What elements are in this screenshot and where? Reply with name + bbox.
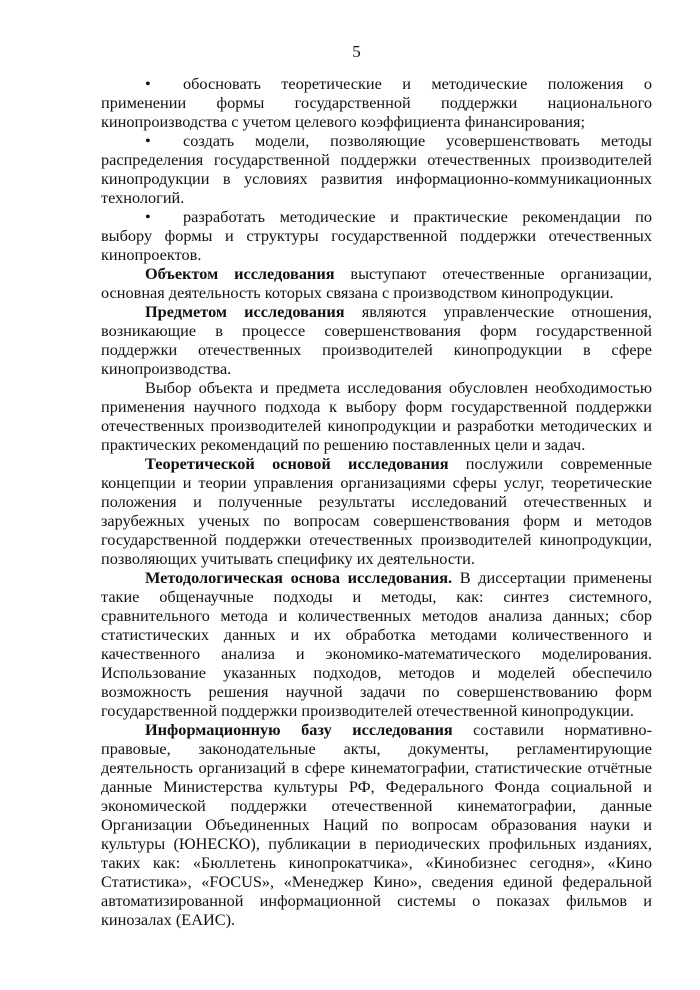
theory-paragraph — [101, 454, 652, 568]
subject-paragraph — [101, 302, 652, 378]
bullet-text: обосновать теоретические и методические положения о применении формы государственной поддержки национального кинопроизводства с учетом целевого коэффициента финансирования; — [101, 74, 652, 131]
bullet-text: создать модели, позволяющие усовершенствовать методы распределения государственной поддержки отечественных производителей кинопродукции в условиях развития информационно-коммуникационных технологий. — [101, 131, 652, 207]
bullet-mark: • — [145, 131, 151, 150]
bullet-mark: • — [145, 74, 151, 93]
methodology-paragraph — [101, 568, 652, 720]
theory-text: послужили современные концепции и теории управления организациями сферы услуг, теоретические положения и полученные результаты исследований отечественных и зарубежных ученых по вопросам совершенствования форм и методов государственной поддержки отечественных производителей кинопродукции, позволяющих учитывать специфику их деятельности. — [101, 454, 652, 568]
info-base-text: составили нормативно-правовые, законодательные акты, документы, регламентирующие деятельность организаций в сфере кинематографии, статистические отчётные данные Министерства культуры РФ, Федерального Фонда социальной и экономической поддержки отечественной кинематографии, данные Организации Объединенных Наций по вопросам образования науки и культуры (ЮНЕСКО), публикации в периодических профильных изданиях, таких как: «Бюллетень кинопрокатчика», «Кинобизнес сегодня», «Кино Статистика», «FOCUS», «Менеджер Кино», сведения единой федеральной автоматизированной информационной системы о показах фильмов и кинозалах (ЕАИС). — [101, 720, 652, 929]
bullet-mark: • — [145, 207, 151, 226]
bullet-item — [101, 74, 652, 131]
bullet-text: разработать методические и практические рекомендации по выбору формы и структуры государственной поддержки отечественных кинопроектов. — [101, 207, 652, 264]
page-number: 5 — [352, 42, 361, 61]
info-base-paragraph — [101, 720, 652, 929]
theory-heading: Теоретической основой исследования — [145, 454, 449, 473]
methodology-heading: Методологическая основа исследования. — [145, 568, 453, 587]
object-paragraph — [101, 264, 652, 302]
methodology-text: В диссертации применены такие общенаучные подходы и методы, как: синтез системного, сравнительного метода и количественных методов анализа данных; сбор статистических данных и их обработка методами количественного и качественного анализа и экономико-математического моделирования. Использование указанных подходов, методов и моделей обеспечило возможность решения научной задачи по совершенствованию форм государственной поддержки производителей отечественной кинопродукции. — [101, 568, 652, 720]
subject-heading: Предметом исследования — [145, 302, 345, 321]
choice-paragraph: Выбор объекта и предмета исследования обусловлен необходимостью применения научного подхода к выбору форм государственной поддержки отечественных производителей кинопродукции и разработки методических и практических рекомендаций по решению поставленных цели и задач. — [101, 378, 652, 454]
bullet-item — [101, 207, 652, 264]
bullet-item — [101, 131, 652, 207]
info-base-heading: Информационную базу исследования — [145, 720, 453, 739]
object-text: выступают отечественные организации, основная деятельность которых связана с производством кинопродукции. — [101, 264, 652, 302]
subject-text: являются управленческие отношения, возникающие в процессе совершенствования форм государственной поддержки отечественных производителей кинопродукции в сфере кинопроизводства. — [101, 302, 653, 378]
object-heading: Объектом исследования — [145, 264, 335, 283]
